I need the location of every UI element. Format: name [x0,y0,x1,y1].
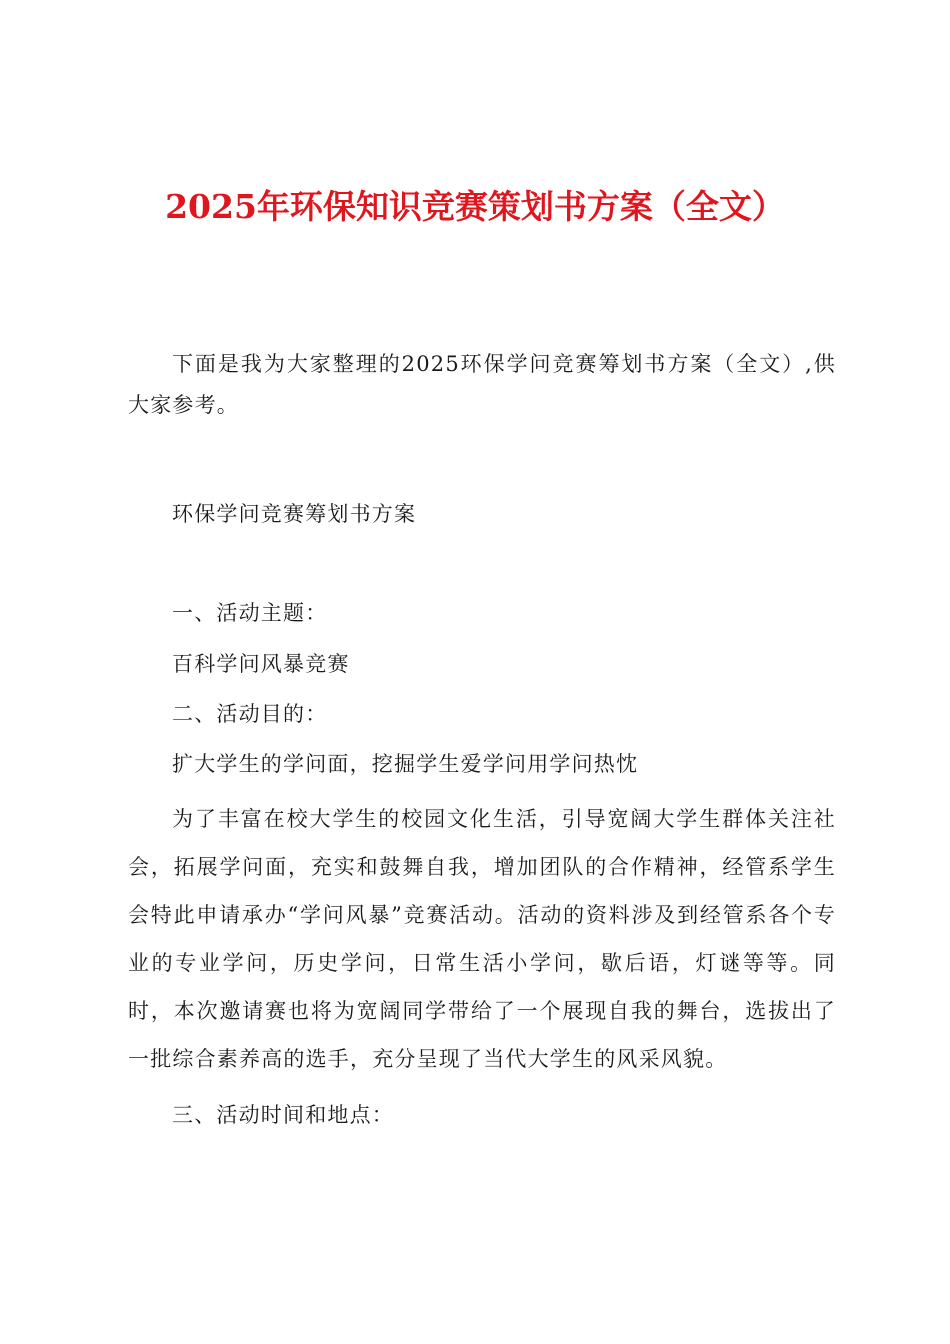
section1-heading: 一、活动主题： [172,601,328,625]
section2-heading: 二、活动目的： [172,702,328,726]
section2-paragraph: 为了丰富在校大学生的校园文化生活，引导宽阔大学生群体关注社会，拓展学问面，充实和鼓舞自我，增加团队的合作精神，经管系学生会特此申请承办“学问风暴”竞赛活动。活动的资料涉及到经管系各个专业的专业学问，历史学问，日常生活小学问，歇后语，灯谜等等。同时，本次邀请赛也将为宽阔同学带给了一个展现自我的舞台，选拔出了一批综合素养高的选手，充分呈现了当代大学生的风采风貌。 [128,807,836,1071]
section1-body: 百科学问风暴竞赛 [172,652,350,676]
section3-heading: 三、活动时间和地点： [172,1103,394,1127]
section2-body: 扩大学生的学问面，挖掘学生爱学问用学问热忱 [172,752,639,776]
plan-subtitle: 环保学问竞赛筹划书方案 [172,502,417,526]
document-title: 2025年环保知识竞赛策划书方案（全文） [165,187,785,226]
intro-paragraph: 下面是我为大家整理的2025环保学问竞赛筹划书方案（全文）,供大家参考。 [128,352,836,417]
